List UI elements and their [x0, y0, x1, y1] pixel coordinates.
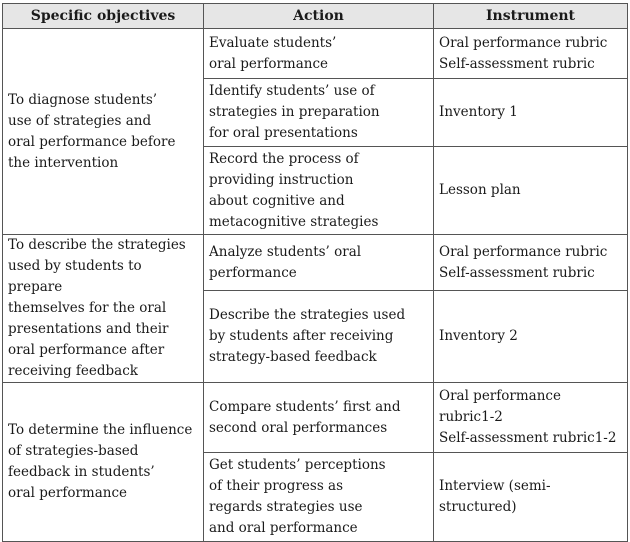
action-cell: Describe the strategies used by students after receiving strategy-based feedback — [204, 291, 434, 383]
instrument-cell: Oral performance rubric Self-assessment rubric — [434, 29, 628, 79]
objective-cell: To diagnose students’ use of strategies and oral performance before the intervention — [3, 29, 204, 235]
header-action: Action — [204, 4, 434, 29]
objectives-table — [2, 3, 628, 542]
table-row — [3, 235, 628, 291]
action-cell: Analyze students’ oral performance — [204, 235, 434, 291]
table-row — [3, 29, 628, 79]
instrument-cell: Oral performance rubric Self-assessment rubric — [434, 235, 628, 291]
header-specific-objectives: Specific objectives — [3, 4, 204, 29]
instrument-cell: Inventory 1 — [434, 79, 628, 147]
action-cell: Evaluate students’ oral performance — [204, 29, 434, 79]
action-cell: Identify students’ use of strategies in preparation for oral presentations — [204, 79, 434, 147]
action-cell: Record the process of providing instruction about cognitive and metacognitive strategies — [204, 147, 434, 235]
objective-cell: To describe the strategies used by students to prepare themselves for the oral presentations and their oral performance after receiving feedback — [3, 235, 204, 383]
action-cell: Get students’ perceptions of their progress as regards strategies use and oral performance — [204, 453, 434, 542]
instrument-cell: Lesson plan — [434, 147, 628, 235]
instrument-cell: Interview (semi- structured) — [434, 453, 628, 542]
header-row — [3, 4, 628, 29]
objective-cell: To determine the influence of strategies-based feedback in students’ oral performance — [3, 383, 204, 542]
instrument-cell: Oral performance rubric1-2 Self-assessment rubric1-2 — [434, 383, 628, 453]
table-row — [3, 383, 628, 453]
instrument-cell: Inventory 2 — [434, 291, 628, 383]
action-cell: Compare students’ first and second oral performances — [204, 383, 434, 453]
header-instrument: Instrument — [434, 4, 628, 29]
